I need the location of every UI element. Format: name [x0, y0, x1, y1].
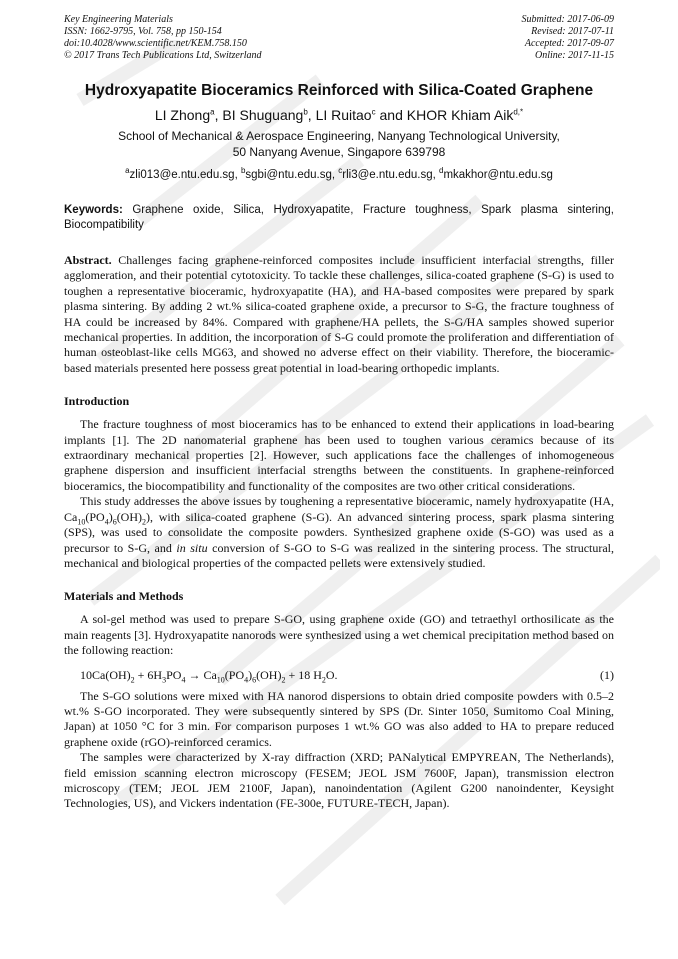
- methods-paragraph-3: The samples were characterized by X-ray diffraction (XRD; PANalytical EMPYREAN, The Netherlands), field emission scanning electron microscopy (FESEM; JEOL JSM 7600F, Japan), transmission electron microscopy (TEM; JEOL JEM 2100F, Japan), nanoindentation (Agilent G200 nanoindenter, Keysight Technologies, US), and Vickers indentation (FE-300e, FUTURE-TECH, Japan).: [64, 750, 614, 811]
- affiliation: [64, 128, 614, 160]
- methods-paragraph-1: A sol-gel method was used to prepare S-GO, using graphene oxide (GO) and tetraethyl orthosilicate as the main reagents [3]. Hydroxyapatite nanorods were synthesized using a wet chemical precipitation method based on the following reaction:: [64, 612, 614, 658]
- intro-paragraph-1: The fracture toughness of most bioceramics has to be enhanced to extend their applications in load-bearing implants [1]. The 2D nanomaterial graphene has been used to toughen various ceramics because of its extraordinary mechanical properties [2]. However, such applications face the challenges of inhomogeneous graphene dispersion and insufficient interfacial strengths between the constituents. In graphene-reinforced bioceramics, the biocompatibility and functionality of the composites are two other critical considerations.: [64, 417, 614, 493]
- author-conjunction: and: [379, 107, 403, 123]
- email-address[interactable]: rli3@e.ntu.edu.sg: [342, 169, 433, 181]
- intro-paragraph-2: This study addresses the above issues by toughening a representative bioceramic, namely hydroxyapatite (HA, $Ca_{10}(PO_4)_6(OH)_2$), with silica-coated graphene (S-G). An advanced sintering process, spark plasma sintering (SPS), was used to consolidate the composite powders. Synthesized graphene oxide (S-GO) was used as a precursor to S-G, and in situ conversion of S-GO to S-G was realized in the sintering process. The structural, mechanical and biological properties of the compacted pellets were extensively studied.: [64, 494, 615, 570]
- date-submitted: Submitted: 2017-06-09: [521, 14, 614, 25]
- paper-title: Hydroxyapatite Bioceramics Reinforced with Silica-Coated Graphene: [84, 82, 594, 99]
- author-affil-mark: d,*: [513, 107, 524, 117]
- author-name: BI Shuguang: [222, 107, 304, 123]
- section-heading-methods: Materials and Methods: [64, 589, 184, 604]
- journal-doi: doi:10.4028/www.scientific.net/KEM.758.150: [64, 38, 247, 49]
- email-mark: c: [338, 166, 343, 176]
- abstract-text: Challenges facing graphene-reinforced composites include insufficient interfacial strengths, filler agglomeration, and their potential cytotoxicity. To tackle these challenges, silica-coated graphene (S-G) is used to toughen a representative bioceramic, hydroxyapatite (HA), and HA-based composites were prepared by spark plasma sintering. By adding 2 wt.% silica-coated graphene oxide, a precursor to S-G, the fracture toughness of HA could be increased by 84%. Compared with graphene/HA pellets, the S-G/HA samples showed superior mechanical properties. In addition, the incorporation of S-G could promote the proliferation and differentiation of human osteoblast-like cells MG63, and showed no adverse effect on their viability. Therefore, the bioceramic-based materials presented here possess great potential in load-bearing orthopedic implants.: [64, 253, 614, 375]
- author-list: LI Zhong$^a$, BI Shuguang$^b$, LI Ruitao$^c$ and KHOR Khiam Aik$^{d,*}$: [154, 107, 524, 123]
- email-address[interactable]: mkakhor@ntu.edu.sg: [443, 169, 553, 181]
- journal-issn: ISSN: 1662-9795, Vol. 758, pp 150-154: [64, 26, 222, 37]
- equation-number: (1): [600, 667, 614, 682]
- journal-name: Key Engineering Materials: [64, 14, 173, 25]
- methods-paragraph-2: The S-GO solutions were mixed with HA nanorod dispersions to obtain dried composite powders with 0.5–2 wt.% S-GO incorporated. They were subsequently sintered by SPS (Dr. Sinter 1050, Sumitomo Coal Mining, Japan) at 1050 °C for 3 min. For comparison purposes 1 wt.% GO was also added to HA to prepare reduced graphene oxide (rGO)-reinforced ceramics.: [64, 688, 614, 749]
- author-affil-mark: a: [210, 107, 215, 117]
- author-affil-mark: c: [371, 107, 376, 117]
- email-mark: d: [438, 166, 444, 176]
- abstract: [64, 253, 614, 376]
- affiliation-line: 50 Nanyang Avenue, Singapore 639798: [232, 145, 446, 159]
- email-mark: b: [240, 166, 246, 176]
- affiliation-line: School of Mechanical & Aerospace Engineering, Nanyang Technological University,: [118, 129, 560, 143]
- section-heading-introduction: Introduction: [64, 394, 130, 409]
- email-mark: a: [125, 166, 130, 176]
- keywords: [64, 203, 614, 233]
- email-list: $^a$zli013@e.ntu.edu.sg, $^b$sgbi@ntu.edu.sg, $^c$rli3@e.ntu.edu.sg, $^d$mkakhor@ntu.edu.sg: [125, 166, 553, 181]
- paper-body: [64, 82, 614, 812]
- email-address[interactable]: zli013@e.ntu.edu.sg: [129, 169, 235, 181]
- keywords-text: Graphene oxide, Silica, Hydroxyapatite, Fracture toughness, Spark plasma sintering, Biocompatibility: [64, 204, 614, 231]
- journal-copyright: © 2017 Trans Tech Publications Ltd, Switzerland: [64, 50, 262, 61]
- author-name: LI Zhong: [154, 107, 211, 123]
- author-name: LI Ruitao: [315, 107, 372, 123]
- date-online: Online: 2017-11-15: [535, 50, 614, 61]
- abstract-label: Abstract.: [64, 253, 112, 267]
- keywords-label: Keywords:: [64, 204, 123, 216]
- date-accepted: Accepted: 2017-09-07: [524, 38, 614, 49]
- publication-dates: [522, 14, 615, 62]
- date-revised: Revised: 2017-07-11: [531, 26, 614, 37]
- author-name: KHOR Khiam Aik: [406, 107, 514, 123]
- journal-header: [64, 14, 614, 62]
- journal-info: [64, 14, 262, 62]
- email-address[interactable]: sgbi@ntu.edu.sg: [245, 169, 332, 181]
- chemical-equation: $10Ca(OH)_2 + 6H_3PO_4 \to Ca_{10}(PO_4)_6(OH)_2 + 18$ $H_2O$. (1): [80, 667, 614, 684]
- author-affil-mark: b: [303, 107, 308, 117]
